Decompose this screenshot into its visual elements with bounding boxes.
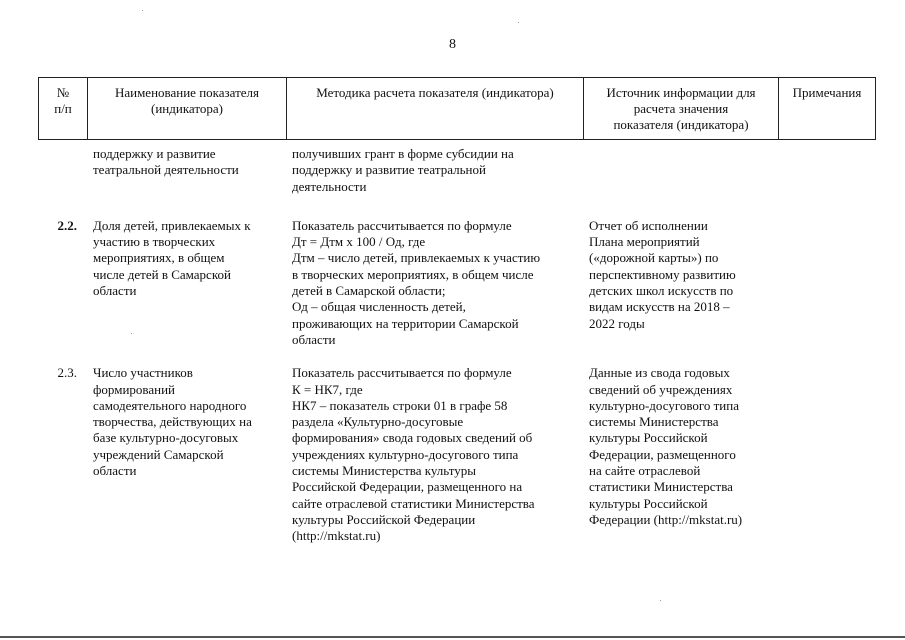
row-number: 2.2. xyxy=(57,217,77,233)
note xyxy=(778,365,875,544)
note xyxy=(778,218,875,365)
info-source: Отчет об исполнении Плана мероприятий («дорожной карты») по перспективному развитию детских школ искусств по видам искусств на 2018 – 2022 годы xyxy=(589,217,736,331)
scan-speck xyxy=(660,600,661,601)
info-source: Данные из свода годовых сведений об учреждениях культурно-досугового типа системы Министерства культуры Российской Федерации, размещенного на сайте отраслевой статистики Министерства культуры Российской Федерации (http://mkstat.ru) xyxy=(589,365,743,527)
calc-method: Показатель рассчитывается по формуле К = НК7, где НК7 – показатель строки 01 в графе 58 раздела «Культурно-досуговые формирования» свода годовых сведений об учреждениях культурно-досугового типа системы Министерства культуры Российской Федерации, размещенного на сайте отраслевой статистики Министерства культуры Российской Федерации (http://mkstat.ru) xyxy=(292,365,535,544)
header-source: Источник информации для расчета значения показателя (индикатора) xyxy=(584,78,779,140)
info-source xyxy=(583,146,778,218)
page-bottom-edge xyxy=(0,636,905,638)
scan-speck xyxy=(131,333,132,334)
table-row xyxy=(38,146,875,218)
indicator-name: поддержку и развитие театральной деятельности xyxy=(93,146,239,178)
scan-speck xyxy=(142,10,143,11)
header-num: № п/п xyxy=(39,78,88,140)
row-number xyxy=(38,146,87,218)
indicator-name: Доля детей, привлекаемых к участию в творческих мероприятиях, в общем числе детей в Самарской области xyxy=(93,217,251,299)
calc-method: Показатель рассчитывается по формуле Дт = Дтм х 100 / Од, где Дтм – число детей, привлекаемых к участию в творческих мероприятиях, в общем числе детей в Самарской области; Од – общая численность детей, проживающих на территории Самарской области xyxy=(292,217,541,347)
row-number: 2.3. xyxy=(57,365,77,381)
calc-method: получивших грант в форме субсидии на поддержку и развитие театральной деятельности xyxy=(292,146,514,194)
scan-speck xyxy=(518,22,519,23)
table-body xyxy=(38,146,875,545)
page-number: 8 xyxy=(449,37,456,52)
table-header xyxy=(38,77,876,140)
header-method: Методика расчета показателя (индикатора) xyxy=(287,78,584,140)
header-row xyxy=(39,78,876,140)
note xyxy=(778,146,875,218)
indicator-name: Число участников формирований самодеятельного народного творчества, действующих на базе культурно-досуговых учреждений Самарской области xyxy=(93,365,252,479)
header-note: Примечания xyxy=(779,78,876,140)
table-row xyxy=(38,218,875,365)
table-row xyxy=(38,365,875,544)
header-name: Наименование показателя (индикатора) xyxy=(88,78,287,140)
